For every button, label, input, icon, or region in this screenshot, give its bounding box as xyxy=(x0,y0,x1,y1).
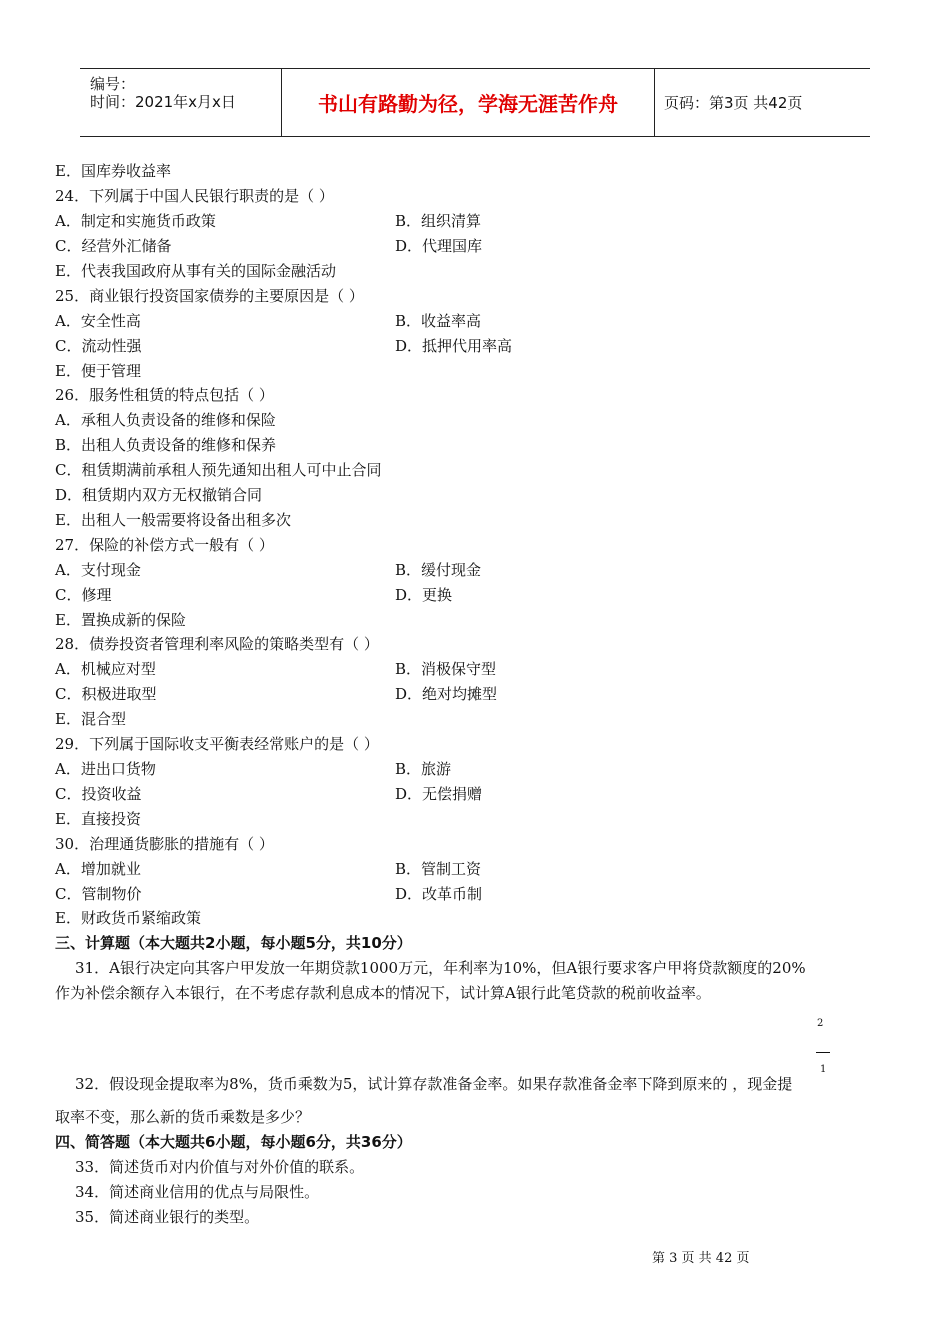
text-line: A．承租人负责设备的维修和保险 xyxy=(55,411,276,429)
text-line: 29．下列属于国际收支平衡表经常账户的是（ ） xyxy=(55,735,379,753)
text-line: C．投资收益 xyxy=(55,785,142,803)
text-line: A．制定和实施货币政策 xyxy=(55,212,216,230)
text-line: 33．简述货币对内价值与对外价值的联系。 xyxy=(75,1158,365,1176)
header-page-code: 页码：第3页 共42页 xyxy=(664,94,803,112)
text-line: B．收益率高 xyxy=(395,312,482,330)
header-motto: 书山有路勤为径，学海无涯苦作舟 xyxy=(318,92,618,116)
text-line: 35．简述商业银行的类型。 xyxy=(75,1208,260,1226)
text-line: 作为补偿余额存入本银行，在不考虑存款利息成本的情况下，试计算A银行此笔贷款的税前收益率。 xyxy=(55,984,711,1002)
text-line: A．机械应对型 xyxy=(55,660,156,678)
text-line: D．更换 xyxy=(395,586,453,604)
text-line: D．改革币制 xyxy=(395,885,483,903)
text-line: B．管制工资 xyxy=(395,860,482,878)
text-line: 30．治理通货膨胀的措施有（ ） xyxy=(55,835,274,853)
page-footer: 第 3 页 共 42 页 xyxy=(652,1251,750,1266)
text-line: D．抵押代用率高 xyxy=(395,337,513,355)
text-line: 24．下列属于中国人民银行职责的是（ ） xyxy=(55,187,334,205)
text-line: D．绝对均摊型 xyxy=(395,685,498,703)
text-line: B．出租人负责设备的维修和保养 xyxy=(55,436,277,454)
text-line: 27．保险的补偿方式一般有（ ） xyxy=(55,536,274,554)
text-line: 34．简述商业信用的优点与局限性。 xyxy=(75,1183,320,1201)
text-line: C．积极进取型 xyxy=(55,685,157,703)
text-line: C．修理 xyxy=(55,586,112,604)
text-line: C．经营外汇储备 xyxy=(55,237,172,255)
text-line: A．增加就业 xyxy=(55,860,141,878)
text-line: E．置换成新的保险 xyxy=(55,611,186,629)
header-left-cell xyxy=(80,69,280,136)
section-heading: 四、简答题（本大题共6小题，每小题6分，共36分） xyxy=(55,1133,412,1151)
header-divider xyxy=(654,69,655,136)
text-line: 32．假设现金提取率为8%，货币乘数为5，试计算存款准备金率。如果存款准备金率下降到原来的 ，现金提 xyxy=(75,1075,793,1093)
text-line: A．进出口货物 xyxy=(55,760,156,778)
text-line: E．财政货币紧缩政策 xyxy=(55,909,201,927)
fraction-numerator: 2 xyxy=(817,1018,824,1029)
text-line: E．便于管理 xyxy=(55,362,141,380)
text-line: A．安全性高 xyxy=(55,312,141,330)
text-line: E．代表我国政府从事有关的国际金融活动 xyxy=(55,262,336,280)
text-line: D．代理国库 xyxy=(395,237,483,255)
text-line: 28．债券投资者管理利率风险的策略类型有（ ） xyxy=(55,635,379,653)
text-line: A．支付现金 xyxy=(55,561,141,579)
text-line: B．旅游 xyxy=(395,760,452,778)
text-line: C．管制物价 xyxy=(55,885,142,903)
header-code-label: 编号： xyxy=(90,75,136,93)
text-line: D．无偿捐赠 xyxy=(395,785,483,803)
text-line: E．国库券收益率 xyxy=(55,162,171,180)
fraction-denominator: 1 xyxy=(820,1064,827,1075)
fraction-bar xyxy=(816,1052,830,1053)
text-line: C．流动性强 xyxy=(55,337,142,355)
fraction-figure xyxy=(816,1018,830,1084)
text-line: B．组织清算 xyxy=(395,212,482,230)
text-line: E．直接投资 xyxy=(55,810,141,828)
text-line: C．租赁期满前承租人预先通知出租人可中止合同 xyxy=(55,461,382,479)
header-table xyxy=(80,68,870,137)
text-line: B．消极保守型 xyxy=(395,660,497,678)
section-heading: 三、计算题（本大题共2小题，每小题5分，共10分） xyxy=(55,934,412,952)
text-line: 26．服务性租赁的特点包括（ ） xyxy=(55,386,274,404)
text-line: D．租赁期内双方无权撤销合同 xyxy=(55,486,263,504)
text-line: 31．A银行决定向其客户甲发放一年期贷款1000万元，年利率为10%，但A银行要求客户甲将贷款额度的20% xyxy=(75,959,806,977)
text-line: 取率不变，那么新的货币乘数是多少？ xyxy=(55,1108,311,1126)
header-time-label: 时间：2021年x月x日 xyxy=(90,93,236,111)
text-line: B．缓付现金 xyxy=(395,561,482,579)
text-line: E．混合型 xyxy=(55,710,126,728)
text-line: E．出租人一般需要将设备出租多次 xyxy=(55,511,291,529)
text-line: 25．商业银行投资国家债券的主要原因是（ ） xyxy=(55,287,364,305)
